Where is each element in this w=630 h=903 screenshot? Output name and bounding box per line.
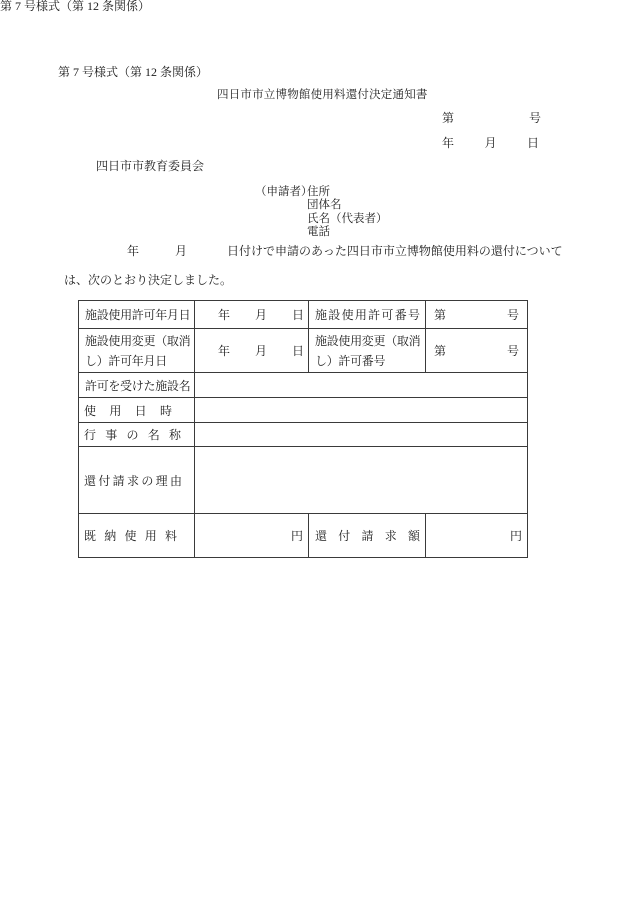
permit-no-value-cell xyxy=(426,301,528,329)
permit-date-value-cell xyxy=(195,301,309,329)
use-datetime-label-cell xyxy=(79,398,195,423)
no-suffix-label: 号 xyxy=(506,308,519,322)
month-label: 月 xyxy=(254,344,267,358)
body-month-label: 月 xyxy=(175,244,188,258)
table-row-fees xyxy=(79,514,528,558)
refund-reason-label-cell xyxy=(79,447,195,514)
applicant-rep-name-label: 氏名（代表者） xyxy=(307,212,388,225)
change-permit-date-label: 施設使用変更（取消 し）許可年月日 xyxy=(79,329,195,373)
paid-fee-label-cell xyxy=(79,514,195,558)
event-name-label-cell xyxy=(79,423,195,447)
form-number-line: 第 7 号様式（第 12 条関係） xyxy=(58,65,209,79)
doc-number-prefix: 第 xyxy=(442,111,455,125)
change-permit-date-value-cell xyxy=(195,329,309,373)
form-number-line: 第 7 号様式（第 12 条関係） xyxy=(0,0,151,13)
permit-no-label-cell xyxy=(309,301,426,329)
event-name-value-cell xyxy=(195,423,528,447)
no-suffix-label: 号 xyxy=(506,344,519,358)
table-row-event-name xyxy=(79,423,528,447)
permit-no-label: 施 設 使 用 許 可 番 号 xyxy=(315,308,420,322)
year-label: 年 xyxy=(218,308,231,322)
table-row-refund-reason xyxy=(79,447,528,514)
facility-name-label: 許可を受けた施設名 xyxy=(79,373,195,398)
body-line1-text: 日付けで申請のあった四日市市立博物館使用料の還付について xyxy=(227,244,563,258)
yen-label: 円 xyxy=(509,529,522,543)
date-year-label: 年 xyxy=(442,136,455,150)
no-prefix-label: 第 xyxy=(434,344,447,358)
table-row-use-datetime xyxy=(79,398,528,423)
document-title: 四日市市立博物館使用料還付決定通知書 xyxy=(217,89,428,101)
use-datetime-value-cell xyxy=(195,398,528,423)
body-line2-text: は、次のとおり決定しました。 xyxy=(64,273,233,287)
refund-amount-value-cell xyxy=(426,514,528,558)
use-datetime-label: 使 用 日 時 xyxy=(84,403,172,418)
change-permit-no-label: 施設使用変更（取消 し）許可番号 xyxy=(309,329,426,373)
table-row-change-permit xyxy=(79,329,528,373)
no-prefix-label: 第 xyxy=(434,308,447,322)
year-label: 年 xyxy=(218,344,231,358)
refund-amount-label: 還 付 請 求 額 xyxy=(315,529,420,543)
facility-name-value-cell xyxy=(195,373,528,398)
paid-fee-label: 既 納 使 用 料 xyxy=(84,529,177,543)
paid-fee-value-cell xyxy=(195,514,309,558)
month-label: 月 xyxy=(254,308,267,322)
date-month-label: 月 xyxy=(484,136,497,150)
permit-date-label: 施設使用許可年月日 xyxy=(79,301,195,329)
applicant-address-label: 住所 xyxy=(307,186,330,198)
day-label: 日 xyxy=(291,308,304,322)
applicant-org-label: 団体名 xyxy=(307,199,342,212)
day-label: 日 xyxy=(291,344,304,358)
refund-decision-table xyxy=(78,300,528,558)
body-year-label: 年 xyxy=(127,244,140,258)
applicant-phone-label: 電話 xyxy=(307,226,330,239)
refund-amount-label-cell xyxy=(309,514,426,558)
issuer-name: 四日市市教育委員会 xyxy=(96,159,205,173)
date-day-label: 日 xyxy=(526,136,539,150)
table-row-facility xyxy=(79,373,528,398)
refund-reason-label: 還 付 請 求 の 理 由 xyxy=(84,473,182,488)
yen-label: 円 xyxy=(290,529,303,543)
table-row-permit xyxy=(79,301,528,329)
doc-number-suffix: 号 xyxy=(528,111,541,125)
applicant-fields xyxy=(307,186,388,240)
refund-reason-value-cell xyxy=(195,447,528,514)
change-permit-no-value-cell xyxy=(426,329,528,373)
issue-date-line xyxy=(442,137,539,150)
doc-number-line xyxy=(442,112,541,125)
applicant-label: （申請者） xyxy=(255,186,313,198)
event-name-label: 行 事 の 名 称 xyxy=(84,428,181,442)
